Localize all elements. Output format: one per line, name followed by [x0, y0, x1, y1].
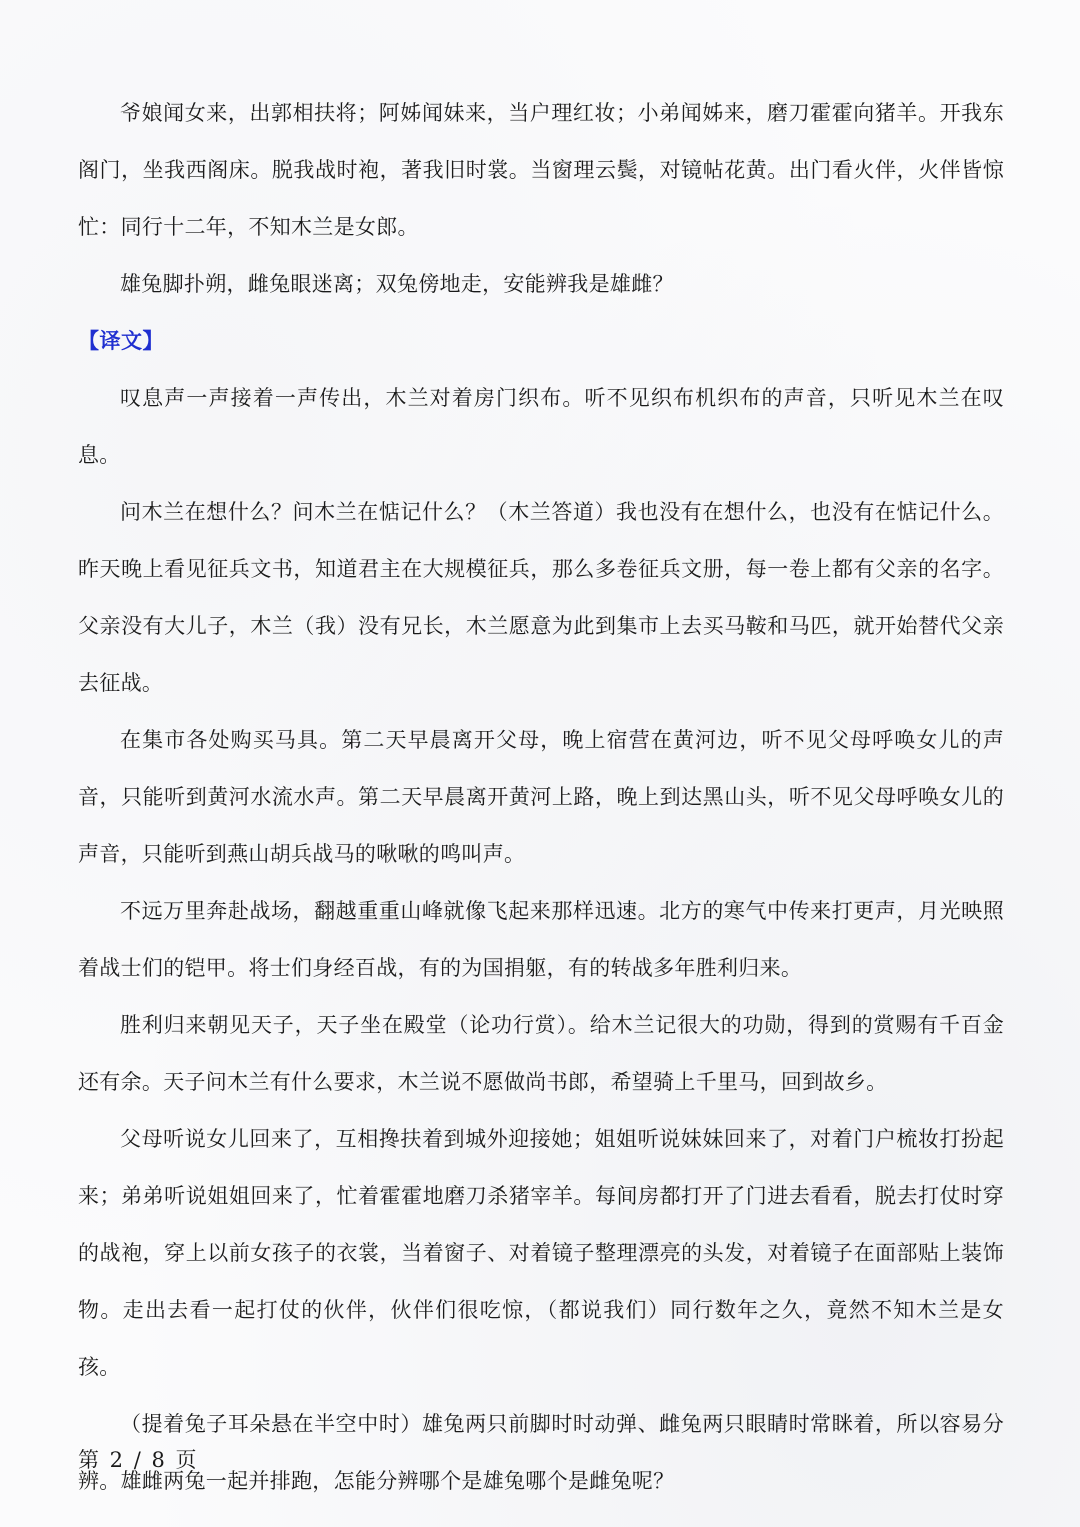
poem-paragraph-2: 雄兔脚扑朔，雌兔眼迷离；双兔傍地走，安能辨我是雄雌？: [120, 272, 674, 296]
translation-paragraph-2: 问木兰在想什么？问木兰在惦记什么？（木兰答道）我也没有在想什么，也没有在惦记什么。昨天晚上看见征兵文书，知道君主在大规模征兵，那么多卷征兵文册，每一卷上都有父亲的名字。父亲没有大儿子，木兰（我）没有兄长，木兰愿意为此到集市上去买马鞍和马匹，就开始替代父亲去征战。: [78, 500, 1004, 695]
translation-paragraph-3: 在集市各处购买马具。第二天早晨离开父母，晚上宿营在黄河边，听不见父母呼唤女儿的声音，只能听到黄河水流水声。第二天早晨离开黄河上路，晚上到达黑山头，听不见父母呼唤女儿的声音，只能听到燕山胡兵战马的啾啾的鸣叫声。: [78, 728, 1004, 866]
page-indicator: 第 2 / 8 页: [78, 1448, 199, 1472]
poem-paragraph-1: 爷娘闻女来，出郭相扶将；阿姊闻妹来，当户理红妆；小弟闻姊来，磨刀霍霍向猪羊。开我东阁门，坐我西阁床。脱我战时袍，著我旧时裳。当窗理云鬓，对镜帖花黄。出门看火伴，火伴皆惊忙：同行十二年，不知木兰是女郎。: [78, 101, 1004, 239]
translation-paragraph-1: 叹息声一声接着一声传出，木兰对着房门织布。听不见织布机织布的声音，只听见木兰在叹息。: [78, 386, 1004, 467]
document-body: [78, 85, 1004, 1510]
translation-heading: 【译文】: [78, 329, 164, 353]
translation-paragraph-6: 父母听说女儿回来了，互相搀扶着到城外迎接她；姐姐听说妹妹回来了，对着门户梳妆打扮起来；弟弟听说姐姐回来了，忙着霍霍地磨刀杀猪宰羊。每间房都打开了门进去看看，脱去打仗时穿的战袍，穿上以前女孩子的衣裳，当着窗子、对着镜子整理漂亮的头发，对着镜子在面部贴上装饰物。走出去看一起打仗的伙伴，伙伴们很吃惊，（都说我们）同行数年之久，竟然不知木兰是女孩。: [78, 1127, 1004, 1379]
translation-paragraph-4: 不远万里奔赴战场，翻越重重山峰就像飞起来那样迅速。北方的寒气中传来打更声，月光映照着战士们的铠甲。将士们身经百战，有的为国捐躯，有的转战多年胜利归来。: [78, 899, 1004, 980]
translation-paragraph-7: （提着兔子耳朵悬在半空中时）雄兔两只前脚时时动弹、雌兔两只眼睛时常眯着，所以容易分辨。雄雌两兔一起并排跑，怎能分辨哪个是雄兔哪个是雌兔呢？: [78, 1412, 1004, 1493]
translation-paragraph-5: 胜利归来朝见天子，天子坐在殿堂（论功行赏）。给木兰记很大的功勋，得到的赏赐有千百金还有余。天子问木兰有什么要求，木兰说不愿做尚书郎，希望骑上千里马，回到故乡。: [78, 1013, 1004, 1094]
